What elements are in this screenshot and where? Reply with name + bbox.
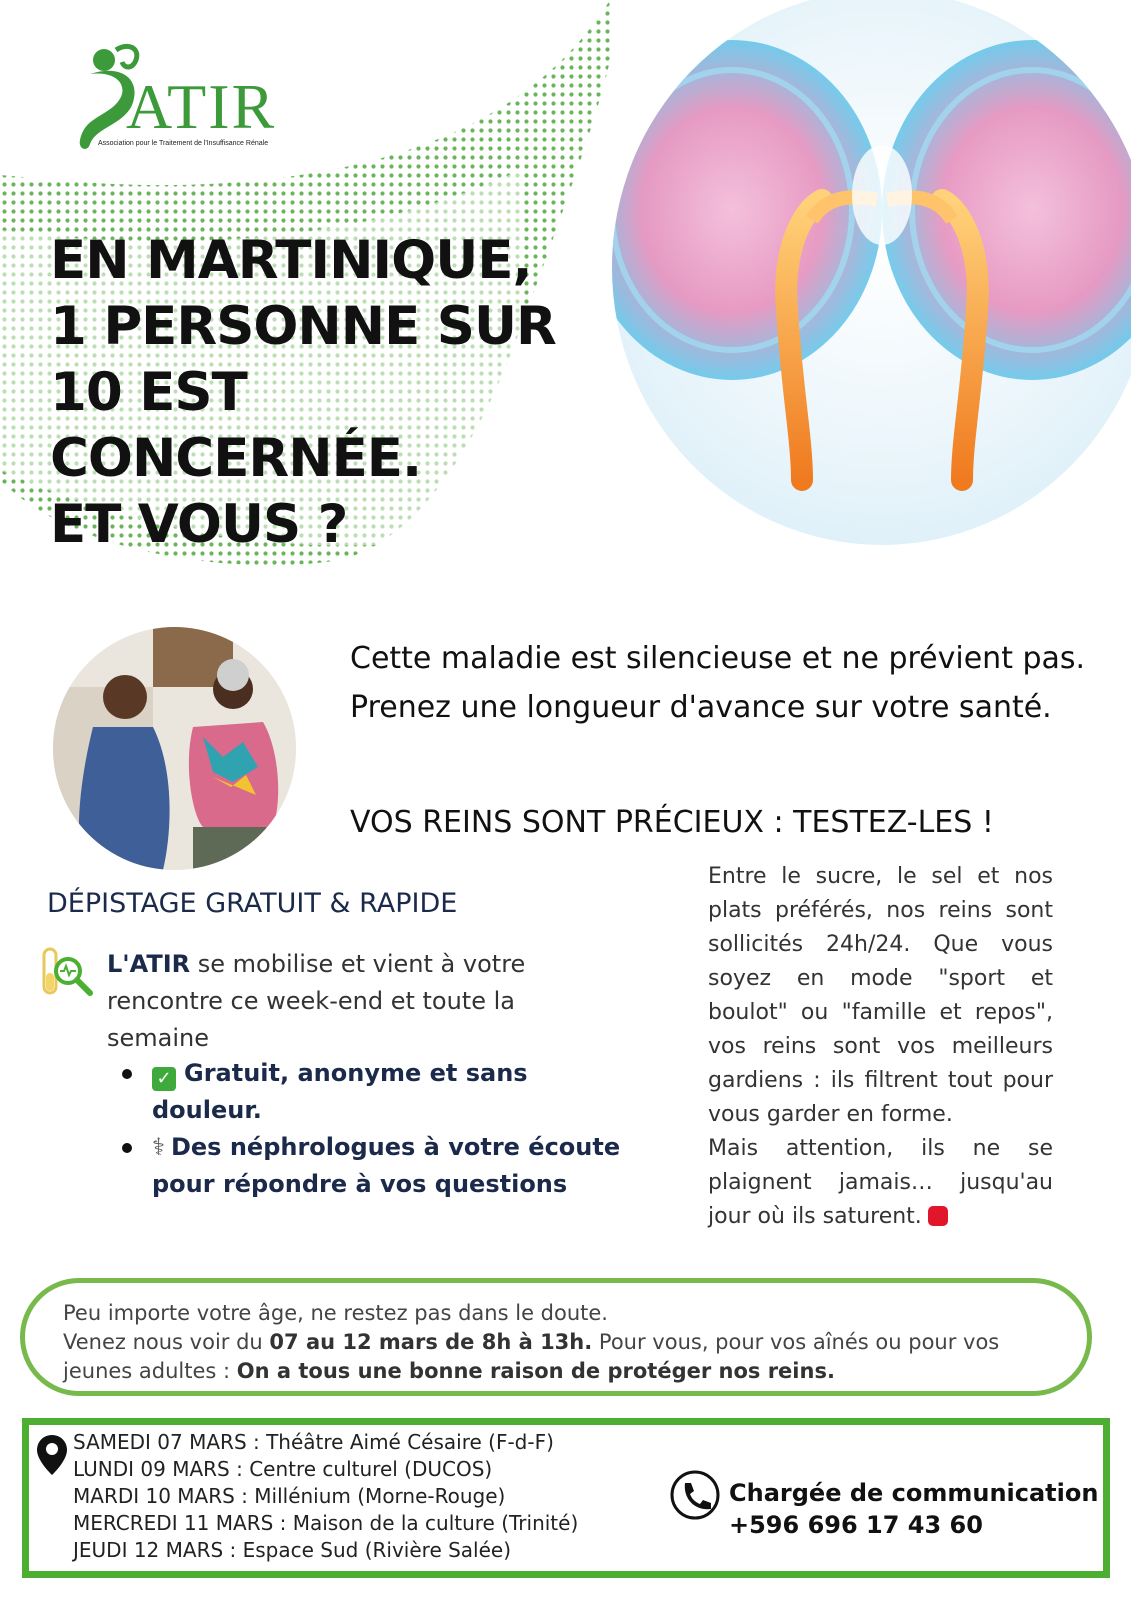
headline-line: 1 PERSONNE SUR	[50, 296, 556, 357]
schedule-box	[22, 1418, 1110, 1578]
paragraph-2: Mais attention, ils ne se plaignent jamais… jusqu'au jour où ils saturent.	[708, 1136, 1053, 1229]
screening-bullets	[122, 1055, 642, 1203]
bullet-text: Des néphrologues à votre écoute pour répondre à vos questions	[152, 1133, 621, 1198]
mobilise-body: se mobilise et vient à votre rencontre ce week-end et toute la semaine	[107, 950, 526, 1052]
bullet-text: Gratuit, anonyme et sans douleur.	[152, 1059, 528, 1124]
contact-label: Chargée de communication	[729, 1479, 1099, 1507]
check-icon: ✓	[152, 1067, 176, 1091]
bullet-item	[122, 1129, 642, 1203]
logo-subtitle: Association pour le Traitement de l'Insuffisance Rénale	[98, 140, 269, 147]
headline	[50, 228, 610, 558]
kidney-paragraph	[708, 860, 1053, 1234]
paragraph-1: Entre le sucre, le sel et nos plats préférés, nos reins sont sollicités 24h/24. Que vous soyez en mode "sport et boulot" ou "famille et repos", vos reins sont vos meilleurs gardiens : ils filtrent tout pour vous garder en forme.	[708, 864, 1053, 1127]
contact-info	[729, 1477, 1098, 1541]
schedule-item: SAMEDI 07 MARS : Théâtre Aimé Césaire (F-d-F)	[73, 1430, 554, 1454]
headline-line: EN MARTINIQUE,	[50, 230, 532, 291]
logo-wordmark: ATIR	[126, 71, 277, 142]
test-tube-magnifier-icon	[38, 945, 98, 1005]
headline-line: CONCERNÉE.	[50, 428, 422, 489]
headline-line: 10 EST	[50, 362, 247, 423]
bullet-item	[122, 1055, 642, 1129]
intro-text: Cette maladie est silencieuse et ne prévient pas. Prenez une longueur d'avance sur votre santé.	[350, 641, 1086, 725]
phone-icon	[669, 1469, 721, 1521]
mobilise-text	[107, 946, 577, 1057]
kidney-illustration	[612, 0, 1131, 545]
stop-sign-icon	[928, 1206, 948, 1226]
atir-logo	[70, 40, 330, 160]
screening-title: DÉPISTAGE GRATUIT & RAPIDE	[47, 888, 458, 919]
schedule-item: LUNDI 09 MARS : Centre culturel (DUCOS)	[73, 1457, 493, 1481]
info-banner	[20, 1278, 1092, 1396]
slogan: VOS REINS SONT PRÉCIEUX : TESTEZ-LES !	[350, 805, 994, 840]
atir-name: L'ATIR	[107, 950, 191, 978]
banner-line-1: Peu importe votre âge, ne restez pas dans le doute.	[63, 1301, 608, 1325]
banner-closing: On a tous une bonne raison de protéger nos reins.	[236, 1359, 835, 1383]
nurse-patient-photo	[53, 627, 296, 870]
schedule-list	[73, 1429, 578, 1564]
location-pin-icon	[35, 1433, 69, 1477]
headline-line: ET VOUS ?	[50, 494, 348, 555]
banner-mid: Pour vous, pour vos aînés ou pour vos jeunes adultes :	[63, 1330, 1000, 1383]
schedule-item: MARDI 10 MARS : Millénium (Morne-Rouge)	[73, 1484, 506, 1508]
contact-phone[interactable]: +596 696 17 43 60	[729, 1511, 983, 1539]
banner-pre: Venez nous voir du	[63, 1330, 270, 1354]
schedule-item: MERCREDI 11 MARS : Maison de la culture (Trinité)	[73, 1511, 579, 1535]
schedule-item: JEUDI 12 MARS : Espace Sud (Rivière Salée)	[73, 1538, 512, 1562]
stethoscope-icon: ⚕	[152, 1133, 165, 1161]
banner-dates: 07 au 12 mars de 8h à 13h.	[269, 1330, 593, 1354]
